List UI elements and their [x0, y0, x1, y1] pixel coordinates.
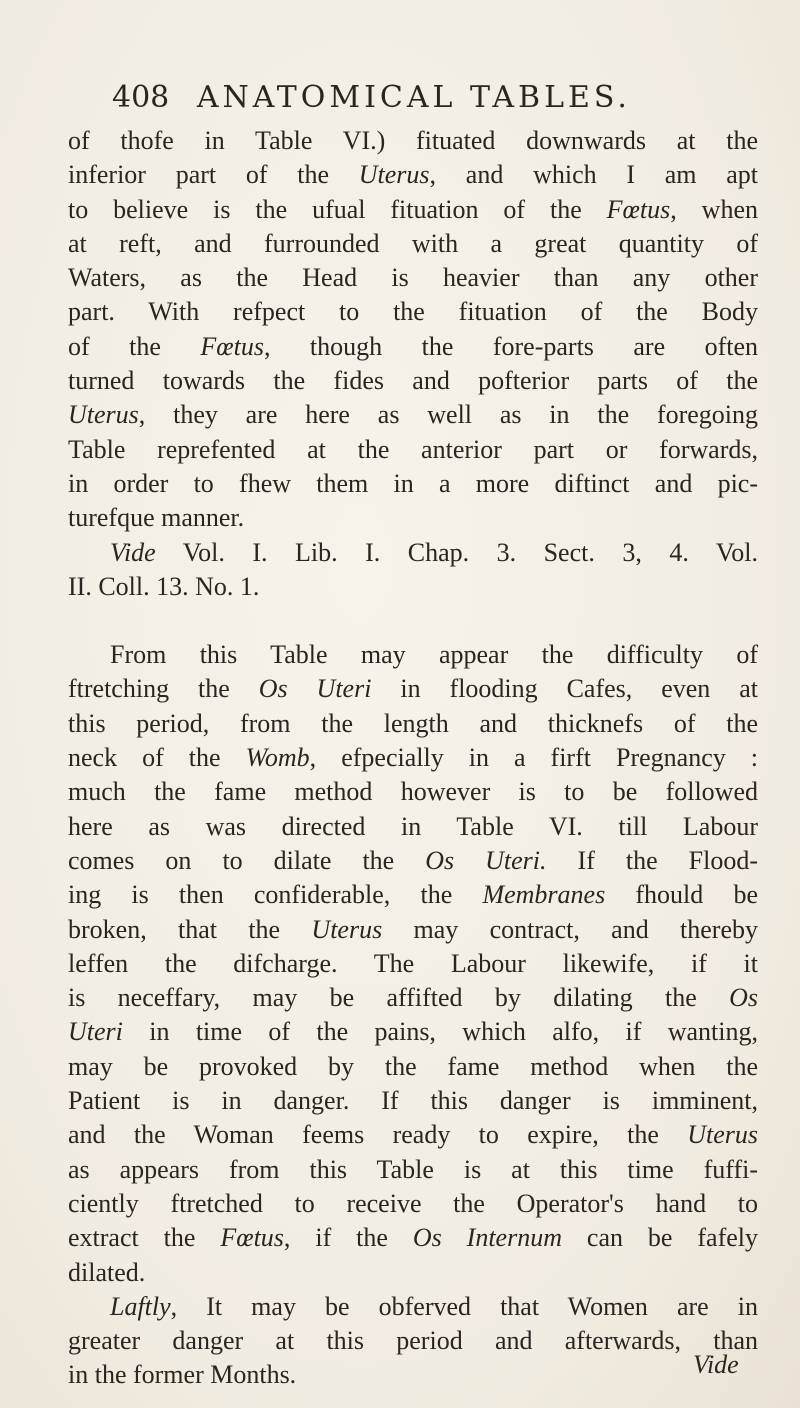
text-line	[68, 398, 758, 432]
text-segment: may be provoked by the fame method when the	[68, 1051, 758, 1081]
text-segment: may contract, and thereby	[382, 914, 758, 944]
text-segment: in order to fhew them in a more diftinct and pic-	[68, 468, 758, 498]
text-line	[68, 707, 758, 741]
text-line	[68, 638, 758, 672]
text-line	[68, 844, 758, 878]
text-segment: Womb	[245, 743, 310, 773]
text-line	[68, 1084, 758, 1118]
text-line	[68, 810, 758, 844]
page-header	[112, 80, 631, 115]
text-segment: to believe is the ufual fituation of the	[68, 194, 607, 224]
text-segment: Fœtus	[200, 331, 264, 361]
text-line	[68, 1187, 758, 1221]
text-segment: inferior part of the	[68, 160, 359, 190]
text-segment: and the Woman feems ready to expire, the	[68, 1120, 688, 1150]
running-title: ANATOMICAL TABLES.	[196, 80, 631, 115]
text-segment: turefque manner.	[68, 503, 245, 533]
text-line	[68, 124, 758, 158]
text-line	[68, 741, 758, 775]
text-line	[68, 672, 758, 706]
text-line	[68, 1358, 758, 1392]
text-line	[68, 775, 758, 809]
text-segment: can be fafely	[561, 1223, 758, 1253]
text-segment: , though the fore-parts are often	[263, 331, 759, 361]
text-segment: at reft, and furrounded with a great quantity of	[68, 228, 758, 258]
text-line	[68, 295, 758, 329]
text-segment: Os	[729, 983, 758, 1013]
text-line	[68, 1290, 758, 1324]
text-line	[68, 364, 758, 398]
text-segment: of the	[68, 331, 201, 361]
text-segment: From this Table may appear the difficulty of	[110, 640, 758, 670]
paragraph-3	[68, 1290, 758, 1393]
text-segment: Uterus	[687, 1120, 758, 1150]
text-segment: fhould be	[605, 880, 758, 910]
text-segment: Fœtus	[606, 194, 671, 224]
text-segment: , It may be obferved that Women are in	[170, 1291, 758, 1321]
text-segment: Vol. I. Lib. I. Chap. 3. Sect. 3, 4. Vol.	[155, 537, 758, 567]
text-line	[68, 1118, 758, 1152]
text-line	[68, 1221, 758, 1255]
text-segment: Os Uteri	[258, 674, 372, 704]
text-line	[68, 1050, 758, 1084]
text-line	[68, 1324, 758, 1358]
text-line	[68, 536, 758, 570]
text-segment: comes on to dilate the	[68, 845, 426, 875]
catchword: Vide	[693, 1350, 739, 1379]
text-segment: Waters, as the Head is heavier than any other	[68, 263, 758, 293]
text-segment: , if the	[283, 1223, 413, 1253]
text-segment: in time of the pains, which alfo, if wanting,	[122, 1017, 758, 1047]
text-segment: Uterus	[358, 160, 430, 190]
text-line	[68, 878, 758, 912]
text-line	[68, 433, 758, 467]
text-segment: , and which I am apt	[429, 160, 759, 190]
text-segment: Table reprefented at the anterior part or forwards,	[68, 434, 758, 464]
text-segment: broken, that the	[68, 914, 312, 944]
text-segment: If the Flood-	[546, 845, 758, 875]
body-text	[68, 124, 758, 1393]
paragraph-gap	[68, 604, 758, 638]
text-segment: Os Uteri.	[425, 845, 547, 875]
text-line	[68, 158, 758, 192]
text-segment: Uteri	[68, 1017, 123, 1047]
text-segment: ftretching the	[68, 674, 259, 704]
text-segment: Laftly	[110, 1291, 171, 1321]
text-segment: Os Internum	[412, 1223, 562, 1253]
text-segment: here as was directed in Table VI. till Labour	[68, 811, 758, 841]
text-segment: , efpecially in a firft Pregnancy :	[309, 743, 758, 773]
page-number: 408	[112, 80, 170, 115]
text-line	[68, 193, 758, 227]
text-segment: greater danger at this period and afterwards, than	[68, 1326, 758, 1356]
text-segment: , when	[670, 194, 758, 224]
text-segment: in the former Months.	[68, 1360, 297, 1390]
text-segment: ciently ftretched to receive the Operator's hand to	[68, 1188, 758, 1218]
text-segment: Uterus	[68, 400, 139, 430]
text-line	[68, 1153, 758, 1187]
text-segment: turned towards the fides and pofterior parts of the	[68, 366, 758, 396]
text-line	[68, 261, 758, 295]
text-line	[68, 1015, 758, 1049]
text-segment: neck of the	[68, 743, 246, 773]
text-segment: this period, from the length and thicknefs of the	[68, 708, 758, 738]
text-segment: leffen the difcharge. The Labour likewife, if it	[68, 948, 758, 978]
text-segment: dilated.	[68, 1257, 146, 1287]
text-segment: as appears from this Table is at this time fuffi-	[68, 1154, 758, 1184]
text-segment: is neceffary, may be affifted by dilating the	[68, 983, 730, 1013]
text-segment: Uterus	[311, 914, 383, 944]
paragraph-2	[68, 638, 758, 1290]
text-segment: Patient is in danger. If this danger is imminent,	[68, 1086, 758, 1116]
text-line	[68, 570, 758, 604]
text-segment: much the fame method however is to be followed	[68, 777, 758, 807]
paragraph-1	[68, 124, 758, 536]
reference-paragraph	[68, 536, 758, 605]
text-line	[68, 227, 758, 261]
text-segment: ing is then confiderable, the	[68, 880, 483, 910]
text-segment: part. With refpect to the fituation of the Body	[68, 297, 758, 327]
text-line	[68, 913, 758, 947]
text-segment: II. Coll. 13. No. 1.	[68, 571, 260, 601]
text-line	[68, 330, 758, 364]
text-segment: Fœtus	[220, 1223, 284, 1253]
text-segment: Membranes	[482, 880, 606, 910]
text-line	[68, 1256, 758, 1290]
text-segment: in flooding Cafes, even at	[371, 674, 758, 704]
text-segment: extract the	[68, 1223, 221, 1253]
text-segment: Vide	[110, 537, 156, 567]
text-segment: of thofe in Table VI.) fituated downwards at the	[68, 126, 758, 155]
text-line	[68, 981, 758, 1015]
text-line	[68, 501, 758, 535]
text-line	[68, 467, 758, 501]
text-line	[68, 947, 758, 981]
text-segment: , they are here as well as in the foregoing	[138, 400, 758, 430]
